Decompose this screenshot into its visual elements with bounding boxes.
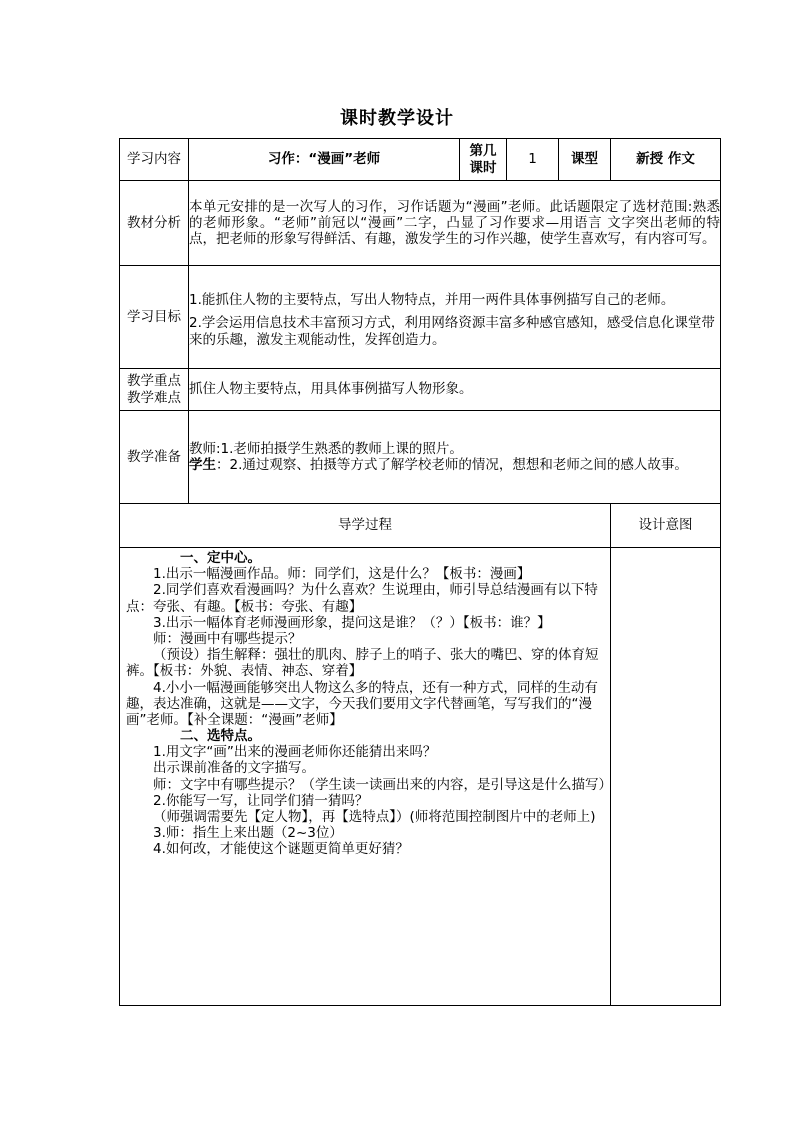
intent-header: 设计意图 (611, 504, 721, 548)
process-line: 4.小小一幅漫画能够突出人物这么多的特点，还有一种方式，同样的生动有趣，表达准确，这就是——文字，今天我们要用文字代替画笔，写写我们的“漫画”老师。【补全课题：“漫画”老师】 (126, 679, 598, 728)
preparation-teacher (189, 441, 720, 457)
period-label (460, 139, 507, 181)
analysis-text (189, 181, 721, 266)
type-value: 新授 作文 (611, 139, 721, 181)
teacher-text: :1.老师拍摄学生熟悉的教师上课的照片。 (216, 440, 463, 457)
process-line: 1.用文字“画”出来的漫画老师你还能猜出来吗？ (153, 744, 437, 761)
process-header-row (120, 504, 721, 548)
analysis-label: 教材分析 (120, 181, 189, 266)
period-label-text: 第几课时 (469, 143, 497, 176)
keypoints-label-line2: 教学难点 (127, 389, 181, 406)
process-row (120, 548, 721, 1006)
process-line: 出示课前准备的文字描写。 (153, 760, 315, 777)
process-line: 2.同学们喜欢看漫画吗？为什么喜欢？生说理由，师引导总结漫画有以下特点：夸张、有趣。【板书：夸张、有趣】 (126, 582, 598, 615)
intent-content (611, 548, 721, 1006)
header-row (120, 139, 721, 181)
analysis-row (120, 181, 721, 266)
keypoints-row (120, 369, 721, 411)
preparation-label: 教学准备 (120, 411, 189, 504)
process-section-heading: 二、选特点。 (180, 728, 261, 745)
teacher-label: 教师 (189, 440, 216, 457)
process-line: （师强调需要先【定人物】，再【选特点】）(师将范围控制图片中的老师上) (153, 809, 596, 825)
lesson-topic: 习作：“漫画”老师 (189, 139, 460, 181)
type-label: 课型 (559, 139, 611, 181)
process-line: 1.出示一幅漫画作品。师：同学们，这是什么？【板书：漫画】 (153, 566, 531, 583)
goals-text (189, 266, 721, 369)
process-line: 3.师：指生上来出题（2~3位） (153, 825, 343, 842)
goal-item: 2.学会运用信息技术丰富预习方式，利用网络资源丰富多种感官感知，感受信息化课堂带来的乐趣，激发主观能动性，发挥创造力。 (189, 315, 715, 348)
student-label: 学生 (189, 457, 216, 473)
process-line: 师：文字中有哪些提示？（学生读一读画出来的内容，是引导这是什么描写） (153, 776, 612, 793)
goal-item: 1.能抓住人物的主要特点，写出人物特点，并用一两件具体事例描写自己的老师。 (189, 292, 675, 309)
page-title: 课时教学设计 (340, 108, 454, 129)
process-line: （预设）指生解释：强壮的肌肉、脖子上的哨子、张大的嘴巴、穿的体育短裤。【板书：外貌、表情、神态、穿着】 (126, 647, 599, 680)
period-value: 1 (507, 139, 559, 181)
keypoints-label (120, 369, 189, 411)
analysis-paragraph: 本单元安排的是一次写人的习作，习作话题为“漫画”老师。此话题限定了选材范围:熟悉的老师形象。“老师”前冠以“漫画”二字，凸显了习作要求—用语言 文字突出老师的特点，把老师的形象写得鲜活、有趣，激发学生的习作兴趣，使学生喜欢写，有内容可写。 (189, 198, 720, 248)
content-label: 学习内容 (120, 139, 189, 181)
keypoints-label-line1: 教学重点 (127, 373, 181, 390)
process-section-heading: 一、定中心。 (180, 550, 261, 566)
process-line: 4.如何改，才能使这个谜题更简单更好猜？ (153, 841, 409, 858)
process-line: 3.出示一幅体育老师漫画形象，提问这是谁？（？）【板书：谁？】 (153, 614, 551, 631)
goals-label: 学习目标 (120, 266, 189, 369)
preparation-student (189, 457, 720, 473)
process-header: 导学过程 (120, 504, 611, 548)
preparation-row (120, 411, 721, 504)
keypoints-text: 抓住人物主要特点，用具体事例描写人物形象。 (189, 369, 721, 411)
lesson-plan-table (119, 138, 721, 1006)
process-content (120, 548, 611, 1006)
preparation-text (189, 411, 721, 504)
goals-row (120, 266, 721, 369)
student-text: ：2.通过观察、拍摄等方式了解学校老师的情况，想想和老师之间的感人故事。 (216, 457, 688, 473)
process-line: 师：漫画中有哪些提示？ (153, 630, 302, 647)
process-line: 2.你能写一写，让同学们猜一猜吗？ (153, 792, 369, 809)
